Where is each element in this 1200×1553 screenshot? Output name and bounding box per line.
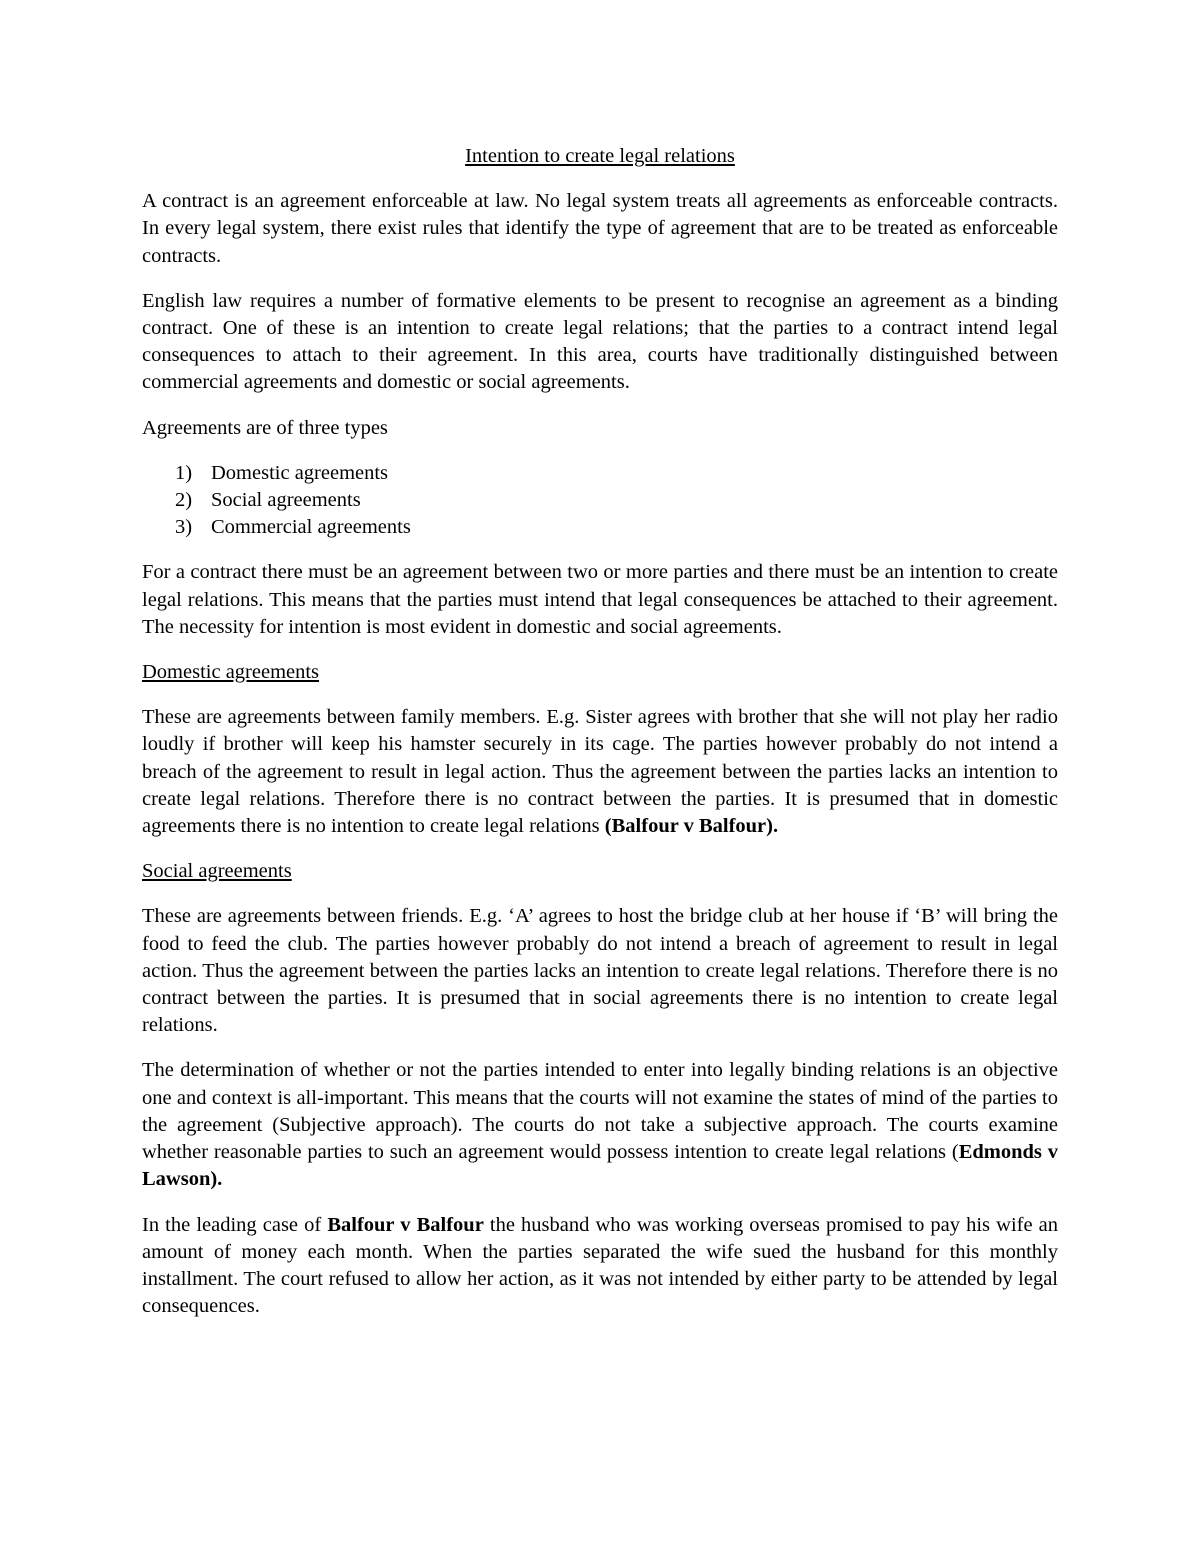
- list-label: Commercial agreements: [211, 516, 411, 539]
- list-item: [142, 460, 1058, 487]
- document-page: [142, 143, 1058, 1338]
- domestic-heading: Domestic agreements: [142, 661, 320, 684]
- agreement-types-list: [142, 460, 1058, 542]
- list-label: Domestic agreements: [211, 461, 389, 484]
- list-number: 1): [175, 461, 193, 484]
- list-number: 2): [175, 489, 193, 512]
- list-number: 3): [175, 516, 193, 539]
- social-heading: Social agreements: [142, 860, 292, 883]
- types-intro: Agreements are of three types: [142, 416, 388, 439]
- necessity-paragraph: For a contract there must be an agreement between two or more parties and there must be an intention to create legal relations. This means that the parties must intend that legal consequences be attached to their agreement. The necessity for intention is most evident in domestic and social agreements.: [142, 561, 1058, 638]
- leading-case-prefix: In the leading case of: [142, 1213, 328, 1236]
- objective-paragraph: [142, 1057, 1058, 1193]
- list-item: [142, 487, 1058, 514]
- document-title: Intention to create legal relations: [465, 145, 735, 167]
- objective-body: The determination of whether or not the parties intended to enter into legally binding relations is an objective one and context is all-important. This means that the courts will not examine the states of mind of the parties to the agreement (Subjective approach). The courts do not take a subjective approach. The courts examine whether reasonable parties to such an agreement would possess intention to create legal relations (: [142, 1059, 1058, 1164]
- list-label: Social agreements: [211, 489, 361, 512]
- social-paragraph: These are agreements between friends. E.g. ‘A’ agrees to host the bridge club at her house if ‘B’ will bring the food to feed the club. The parties however probably do not intend a breach of agreement to result in legal action. Thus the agreement between the parties lacks an intention to create legal relations. Therefore there is no contract between the parties. It is presumed that in social agreements there is no intention to create legal relations.: [142, 905, 1058, 1037]
- formative-elements-paragraph: English law requires a number of formative elements to be present to recognise an agreement as a binding contract. One of these is an intention to create legal relations; that the parties to a contract intend legal consequences to attach to their agreement. In this area, courts have traditionally distinguished between commercial agreements and domestic or social agreements.: [142, 289, 1058, 394]
- case-citation: Balfour v Balfour: [327, 1213, 484, 1236]
- list-item: [142, 514, 1058, 541]
- domestic-paragraph: [142, 704, 1058, 840]
- case-citation: (Balfour v Balfour).: [604, 815, 779, 838]
- leading-case-suffix: the husband who was working overseas promised to pay his wife an amount of money each month. When the parties separated the wife sued the husband for this monthly installment. The court refused to allow her action, as it was not intended by either party to be attended by legal consequences.: [142, 1213, 1059, 1318]
- leading-case-paragraph: [142, 1212, 1058, 1321]
- domestic-body: These are agreements between family members. E.g. Sister agrees with brother that she will not play her radio loudly if brother will keep his hamster securely in its cage. The parties however probably do not intend a breach of the agreement to result in legal action. Thus the agreement between the parties lacks an intention to create legal relations. Therefore there is no contract between the parties. It is presumed that in domestic agreements there is no intention to create legal relations: [142, 706, 1058, 838]
- intro-paragraph: A contract is an agreement enforceable at law. No legal system treats all agreements as enforceable contracts. In every legal system, there exist rules that identify the type of agreement that are to be treated as enforceable contracts.: [142, 190, 1058, 267]
- case-citation: Edmonds v Lawson).: [142, 1141, 1059, 1191]
